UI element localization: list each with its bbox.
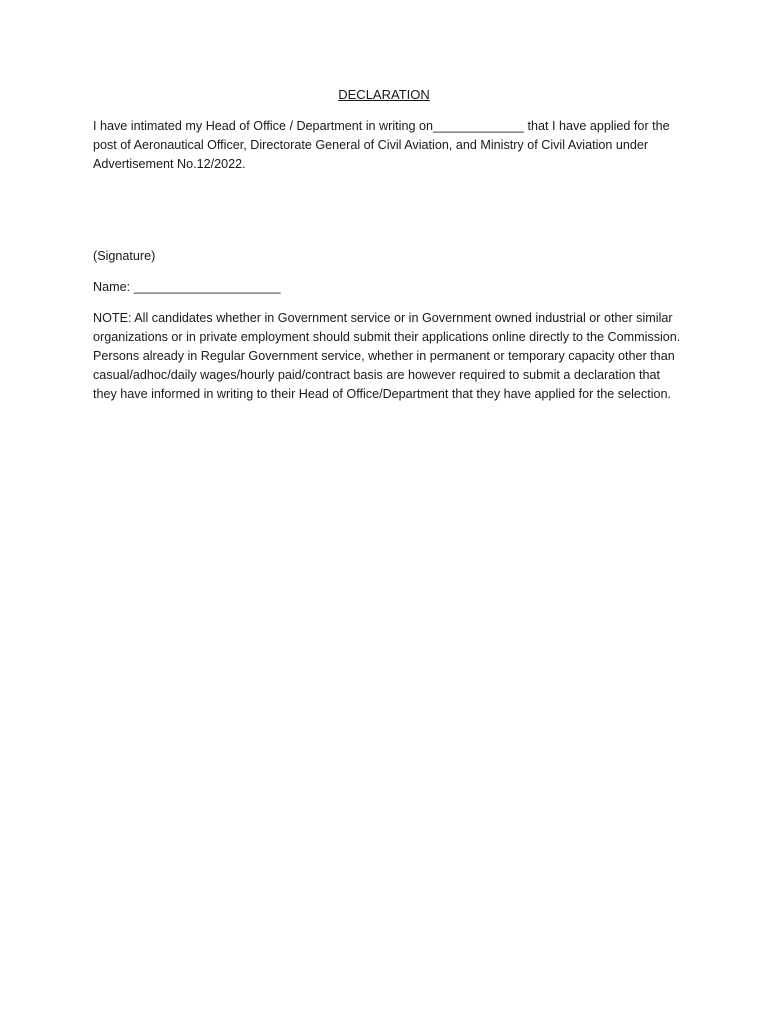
note-paragraph: NOTE: All candidates whether in Government service or in Government owned industrial or other similar organizations or in private employment should submit their applications online directly to the Commission. Persons already in Regular Government service, whether in permanent or temporary capacity other than casual/adhoc/daily wages/hourly paid/contract basis are however required to submit a declaration that they have informed in writing to their Head of Office/Department that they have applied for the selection. <box>93 311 681 401</box>
name-line: Name: _____________________ <box>93 280 281 294</box>
intro-paragraph: I have intimated my Head of Office / Department in writing on_____________ that I have applied for the post of Aeronautical Officer, Directorate General of Civil Aviation, and Ministry of Civil Aviation under Advertisement No.12/2022. <box>93 119 670 171</box>
signature-label: (Signature) <box>93 249 156 263</box>
document-title: DECLARATION <box>338 87 430 102</box>
